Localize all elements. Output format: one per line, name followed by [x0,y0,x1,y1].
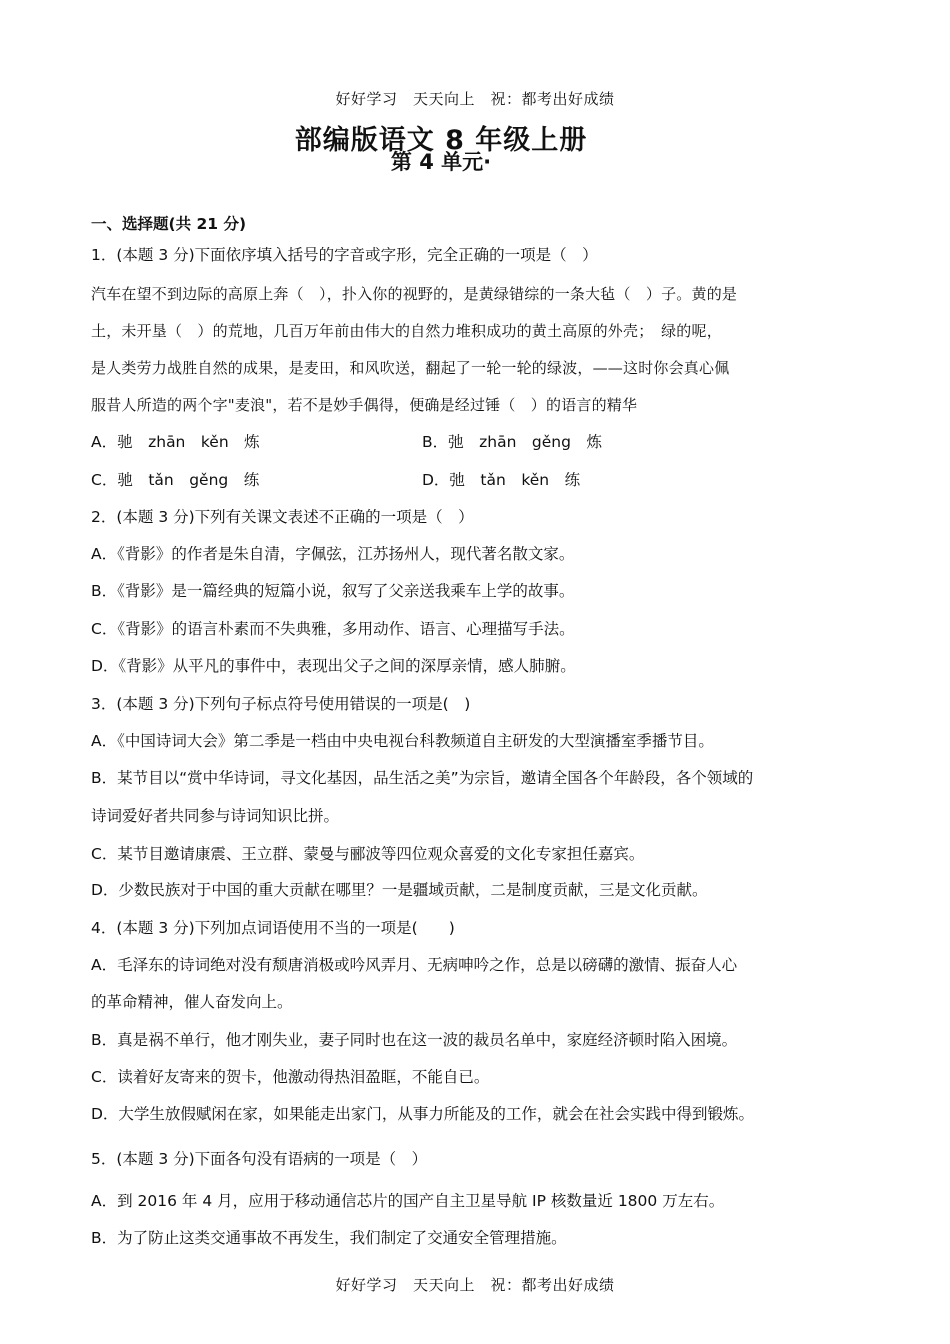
page-header: 好好学习 天天向上 祝：都考出好成绩 [335,90,615,108]
q2-option-d: D．《背影》从平凡的事件中，表现出父子之间的深厚亲情，感人肺腑。 [91,657,576,675]
q1-option-d: D．弛 tǎn kěn 练 [422,471,581,489]
q1-stem: 1．(本题 3 分)下面依序填入括号的字音或字形，完全正确的一项是（ ） [91,246,598,264]
q1-passage-line: 土，未开垦（ ）的荒地，几百万年前由伟大的自然力堆积成功的黄土高原的外壳； 绿的呢， [91,322,722,340]
q1-passage-line: 是人类劳力战胜自然的成果，是麦田，和风吹送，翻起了一轮一轮的绿波，——这时你会真心佩 [91,359,730,377]
q2-option-b: B．《背影》是一篇经典的短篇小说，叙写了父亲送我乘车上学的故事。 [91,582,575,600]
page-title: 部编版语文 8 年级上册 [294,125,588,156]
q3-option-b: B．某节目以“赏中华诗词，寻文化基因，品生活之美”为宗旨，邀请全国各个年龄段，各个领域的 [91,769,754,787]
q4-stem: 4．(本题 3 分)下列加点词语使用不当的一项是( ) [91,919,455,937]
q4-option-b: B．真是祸不单行，他才刚失业，妻子同时也在这一波的裁员名单中，家庭经济顿时陷入困境。 [91,1031,738,1049]
q1-passage-line: 汽车在望不到边际的高原上奔（ ），扑入你的视野的，是黄绿错综的一条大毡（ ）子。黄的是 [91,285,738,303]
q1-option-c: C．驰 tǎn gěng 练 [91,471,260,489]
q5-option-a: A．到 2016 年 4 月，应用于移动通信芯片的国产自主卫星导航 IP 核数量近 1800 万左右。 [91,1192,725,1210]
page-footer: 好好学习 天天向上 祝：都考出好成绩 [335,1276,615,1294]
q4-option-c: C．读着好友寄来的贺卡，他激动得热泪盈眶，不能自已。 [91,1068,490,1086]
q4-option-a: A．毛泽东的诗词绝对没有颓唐消极或吟风弄月、无病呻吟之作，总是以磅礴的激情、振奋人心 [91,956,738,974]
q3-option-b-cont: 诗词爱好者共同参与诗词知识比拼。 [91,807,340,825]
q5-stem: 5．(本题 3 分)下面各句没有语病的一项是（ ） [91,1150,428,1168]
q1-option-b: B．弛 zhān gěng 炼 [422,433,602,451]
q4-option-d: D．大学生放假赋闲在家，如果能走出家门，从事力所能及的工作，就会在社会实践中得到锻炼。 [91,1105,754,1123]
section-heading: 一、选择题(共 21 分) [91,215,247,233]
unit-subtitle: 第 4 单元· [390,150,492,174]
q5-option-b: B．为了防止这类交通事故不再发生，我们制定了交通安全管理措施。 [91,1229,567,1247]
q2-option-c: C．《背影》的语言朴素而不失典雅，多用动作、语言、心理描写手法。 [91,620,575,638]
q3-option-d: D．少数民族对于中国的重大贡献在哪里？一是疆域贡献，二是制度贡献，三是文化贡献。 [91,881,708,899]
q3-stem: 3．(本题 3 分)下列句子标点符号使用错误的一项是( ) [91,695,471,713]
q2-option-a: A．《背影》的作者是朱自清，字佩弦，江苏扬州人，现代著名散文家。 [91,545,575,563]
q4-option-a-cont: 的革命精神，催人奋发向上。 [91,993,293,1011]
q3-option-c: C．某节目邀请康震、王立群、蒙曼与郦波等四位观众喜爱的文化专家担任嘉宾。 [91,845,645,863]
q2-stem: 2．(本题 3 分)下列有关课文表述不正确的一项是（ ） [91,508,474,526]
q1-passage-line: 服昔人所造的两个字"麦浪"，若不是妙手偶得，便确是经过锤（ ）的语言的精华 [91,396,638,414]
q3-option-a: A．《中国诗词大会》第二季是一档由中央电视台科教频道自主研发的大型演播室季播节目。 [91,732,714,750]
q1-option-a: A．驰 zhān kěn 炼 [91,433,260,451]
